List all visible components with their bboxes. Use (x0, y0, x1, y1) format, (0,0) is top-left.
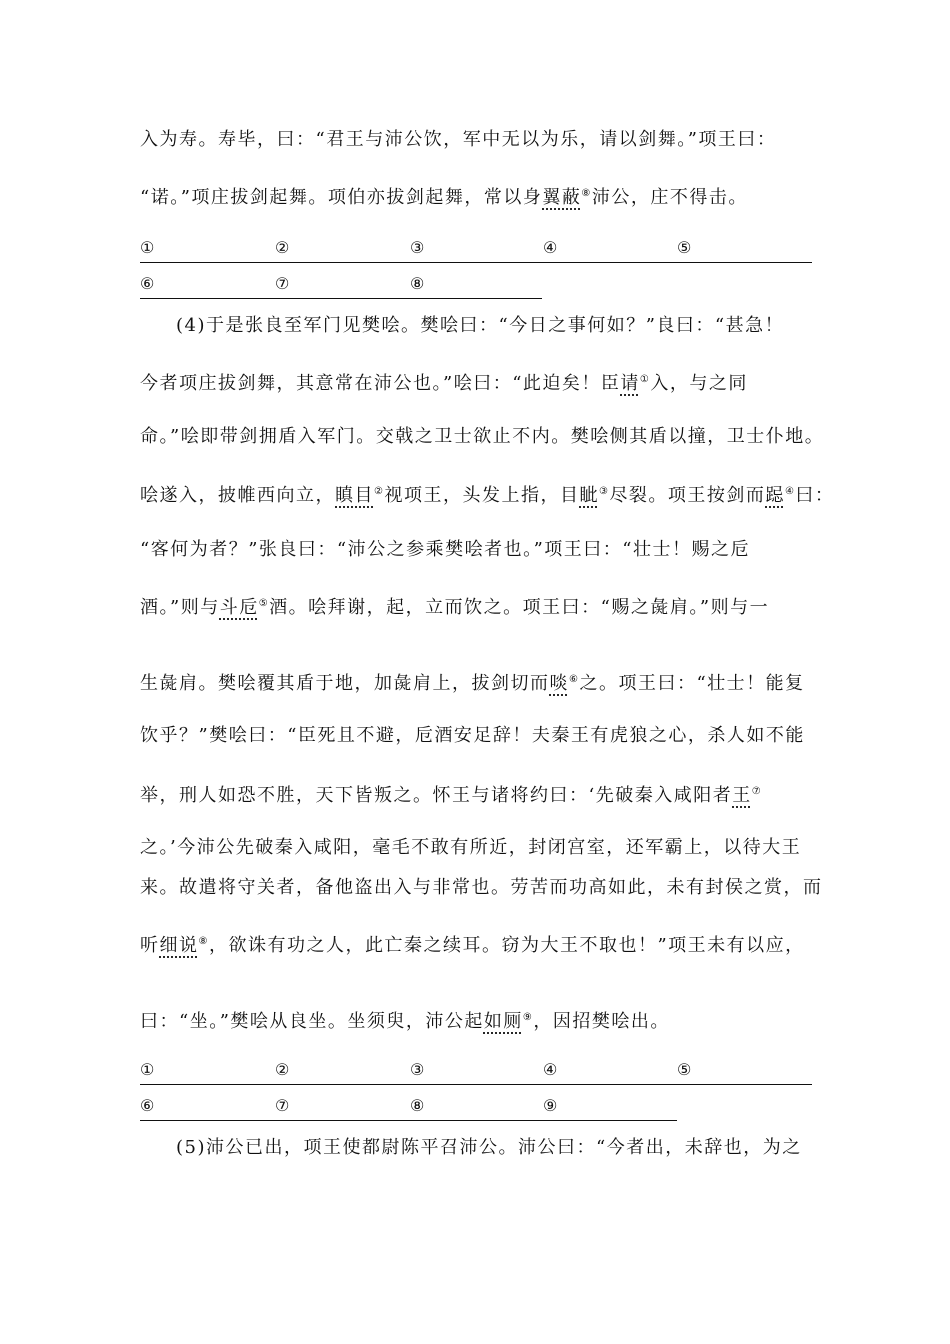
passage-line: 举，刑人如恐不胜，天下皆叛之。怀王与诸将约曰：‘先破秦入咸阳者王⑦ (140, 785, 763, 806)
passage-line: 生彘肩。樊哙覆其盾于地，加彘肩上，拔剑切而啖⑥之。项王曰：“壮士！能复 (140, 673, 805, 694)
passage-line: 听细说⑧，欲诛有功之人，此亡秦之续耳。窃为大王不取也！”项王未有以应， (140, 935, 805, 956)
answer-blank-row: ① ② ③ ④ ⑤ (140, 1060, 812, 1085)
passage-line: 入为寿。寿毕，曰：“君王与沛公饮，军中无以为乐，请以剑舞。”项王曰： (140, 129, 777, 150)
passage-line: (5)沛公已出，项王使都尉陈平召沛公。沛公曰：“今者出，未辞也，为之 (176, 1137, 802, 1158)
passage-line: 命。”哙即带剑拥盾入军门。交戟之卫士欲止不内。樊哙侧其盾以撞，卫士仆地。 (140, 426, 825, 447)
passage-line: 饮乎？”樊哙曰：“臣死且不避，卮酒安足辞！夫秦王有虎狼之心，杀人如不能 (140, 725, 805, 746)
passage-line: 之。’今沛公先破秦入咸阳，毫毛不敢有所近，封闭宫室，还军霸上，以待大王 (140, 837, 802, 858)
answer-blank-row: ① ② ③ ④ ⑤ (140, 238, 812, 263)
passage-line: “客何为者？”张良曰：“沛公之参乘樊哙者也。”项王曰：“壮士！赐之卮 (140, 539, 751, 560)
answer-blank-row: ⑥ ⑦ ⑧ ⑨ (140, 1096, 677, 1121)
passage-line: 酒。”则与斗卮⑤酒。哙拜谢，起，立而饮之。项王曰：“赐之彘肩。”则与一 (140, 597, 770, 618)
passage-line: “诺。”项庄拔剑起舞。项伯亦拔剑起舞，常以身翼蔽⑧沛公，庄不得击。 (140, 187, 748, 208)
answer-blank-row: ⑥ ⑦ ⑧ (140, 274, 542, 299)
passage-line: (4)于是张良至军门见樊哙。樊哙曰：“今日之事何如？”良曰：“甚急！ (176, 315, 785, 336)
passage-line: 来。故遣将守关者，备他盗出入与非常也。劳苦而功高如此，未有封侯之赏，而 (140, 877, 823, 898)
passage-line: 曰：“坐。”樊哙从良坐。坐须臾，沛公起如厕⑨，因招樊哙出。 (140, 1011, 670, 1032)
passage-line: 今者项庄拔剑舞，其意常在沛公也。”哙曰：“此迫矣！臣请①入，与之同 (140, 373, 748, 394)
passage-line: 哙遂入，披帷西向立，瞋目②视项王，头发上指，目眦③尽裂。项王按剑而跽④曰： (140, 485, 835, 506)
